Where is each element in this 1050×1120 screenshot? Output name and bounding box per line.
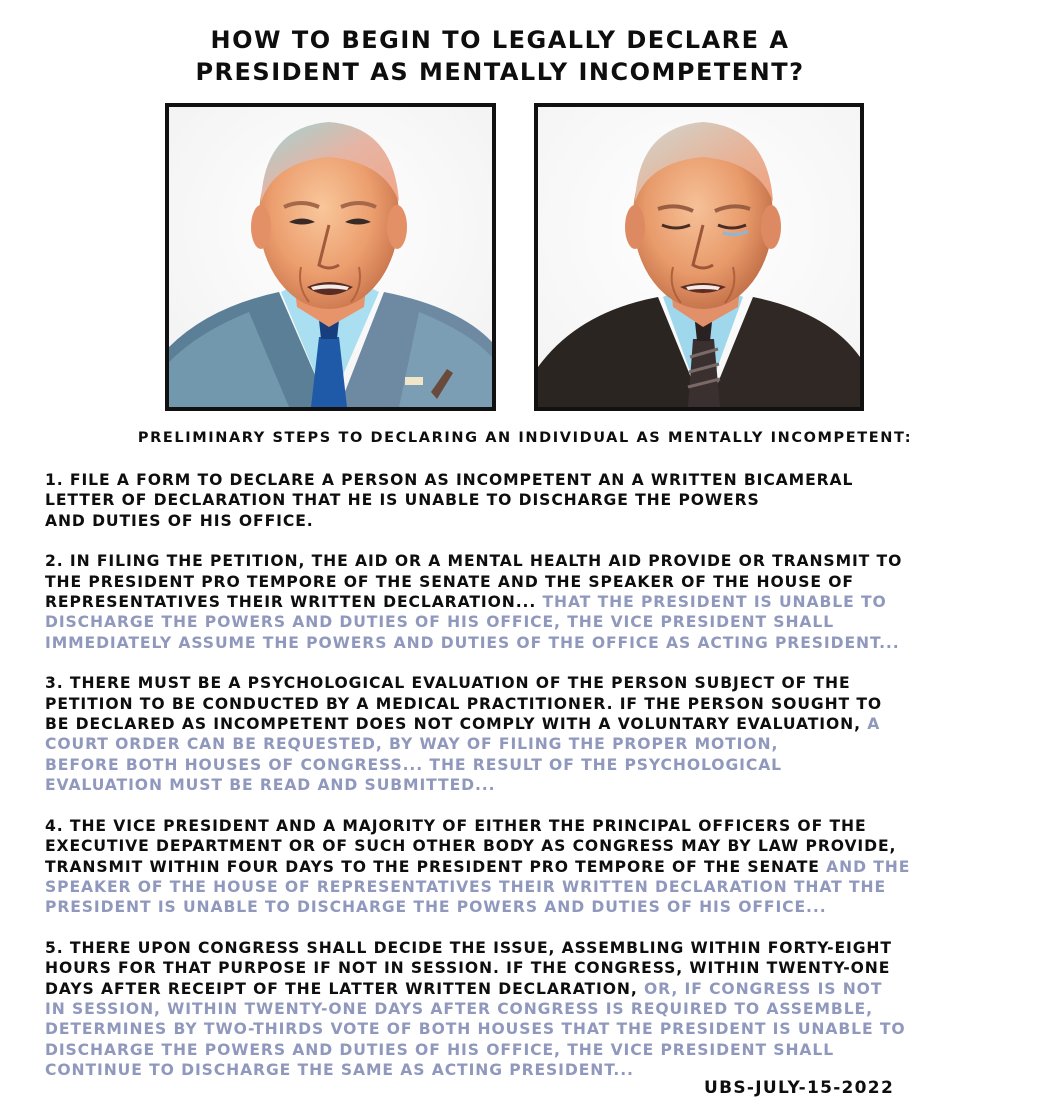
step-line [45, 999, 1030, 1019]
step-text-gray: OR, IF CONGRESS IS NOT [643, 979, 883, 998]
step-line [45, 511, 1030, 531]
step-text-gray: A [867, 715, 881, 734]
step-4 [45, 816, 1030, 918]
step-line [45, 938, 1030, 958]
step-text: 5. THERE UPON CONGRESS SHALL DECIDE THE ISSUE, ASSEMBLING WITHIN FORTY-EIGHT [45, 938, 892, 957]
step-line [45, 551, 1030, 571]
step-text: AND DUTIES OF HIS OFFICE. [45, 511, 314, 530]
step-text: LETTER OF DECLARATION THAT HE IS UNABLE TO DISCHARGE THE POWERS [45, 491, 760, 510]
step-text-gray: COURT ORDER CAN BE REQUESTED, BY WAY OF FILING THE PROPER MOTION, [45, 735, 779, 754]
step-line [45, 877, 1030, 897]
step-line [45, 836, 1030, 856]
step-text: TRANSMIT WITHIN FOUR DAYS TO THE PRESIDENT PRO TEMPORE OF THE SENATE [45, 857, 827, 876]
step-3 [45, 673, 1030, 795]
step-line [45, 816, 1030, 836]
step-text: 2. IN FILING THE PETITION, THE AID OR A MENTAL HEALTH AID PROVIDE OR TRANSMIT TO [45, 552, 903, 571]
step-text: DAYS AFTER RECEIPT OF THE LATTER WRITTEN DECLARATION, [45, 979, 644, 998]
step-text: 3. THERE MUST BE A PSYCHOLOGICAL EVALUATION OF THE PERSON SUBJECT OF THE [45, 674, 851, 693]
title-line-2: PRESIDENT AS MENTALLY INCOMPETENT? [195, 58, 805, 86]
step-line [45, 979, 1030, 999]
page-title [0, 24, 1000, 88]
step-text: BE DECLARED AS INCOMPETENT DOES NOT COMPLY WITH A VOLUNTARY EVALUATION, [45, 715, 868, 734]
step-text: HOURS FOR THAT PURPOSE IF NOT IN SESSION. IF THE CONGRESS, WITHIN TWENTY-ONE [45, 959, 891, 978]
step-line [45, 1019, 1030, 1039]
step-line [45, 755, 1030, 775]
step-line [45, 633, 1030, 653]
step-1 [45, 470, 1030, 531]
step-line [45, 897, 1030, 917]
step-text-gray: DETERMINES BY TWO-THIRDS VOTE OF BOTH HOUSES THAT THE PRESIDENT IS UNABLE TO [45, 1020, 906, 1039]
step-5 [45, 938, 1030, 1081]
step-line [45, 673, 1030, 693]
step-text-gray: EVALUATION MUST BE READ AND SUBMITTED... [45, 776, 496, 795]
step-text: 1. FILE A FORM TO DECLARE A PERSON AS INCOMPETENT AN A WRITTEN BICAMERAL [45, 471, 854, 489]
step-text: THE PRESIDENT PRO TEMPORE OF THE SENATE AND THE SPEAKER OF THE HOUSE OF [45, 572, 854, 591]
step-line [45, 572, 1030, 592]
step-text-gray: CONTINUE TO DISCHARGE THE SAME AS ACTING PRESIDENT... [45, 1061, 634, 1080]
step-text: REPRESENTATIVES THEIR WRITTEN DECLARATION... [45, 593, 543, 612]
step-line [45, 592, 1030, 612]
step-text: PETITION TO BE CONDUCTED BY A MEDICAL PRACTITIONER. IF THE PERSON SOUGHT TO [45, 694, 883, 713]
title-line-1: HOW TO BEGIN TO LEGALLY DECLARE A [210, 26, 790, 54]
step-2 [45, 551, 1030, 653]
portrait-eyes-closed-icon [534, 103, 864, 411]
step-text-gray: IN SESSION, WITHIN TWENTY-ONE DAYS AFTER CONGRESS IS REQUIRED TO ASSEMBLE, [45, 999, 873, 1018]
step-line [45, 694, 1030, 714]
step-text-gray: THAT THE PRESIDENT IS UNABLE TO [542, 593, 887, 612]
step-line [45, 857, 1030, 877]
step-line [45, 612, 1030, 632]
step-text-gray: PRESIDENT IS UNABLE TO DISCHARGE THE POWERS AND DUTIES OF HIS OFFICE... [45, 898, 827, 917]
subtitle: PRELIMINARY STEPS TO DECLARING AN INDIVIDUAL AS MENTALLY INCOMPETENT: [137, 430, 913, 446]
step-text-gray: BEFORE BOTH HOUSES OF CONGRESS... THE RESULT OF THE PSYCHOLOGICAL [45, 755, 782, 774]
step-line [45, 714, 1030, 734]
step-text-gray: DISCHARGE THE POWERS AND DUTIES OF HIS OFFICE, THE VICE PRESIDENT SHALL [45, 1040, 835, 1059]
step-line [45, 775, 1030, 795]
step-text-gray: DISCHARGE THE POWERS AND DUTIES OF HIS OFFICE, THE VICE PRESIDENT SHALL [45, 613, 835, 632]
signature: UBS-JULY-15-2022 [704, 1078, 895, 1098]
step-line [45, 1040, 1030, 1060]
step-text: EXECUTIVE DEPARTMENT OR OF SUCH OTHER BODY AS CONGRESS MAY BY LAW PROVIDE, [45, 837, 897, 856]
step-line [45, 958, 1030, 978]
step-line [45, 470, 1030, 490]
step-text-gray: IMMEDIATELY ASSUME THE POWERS AND DUTIES OF THE OFFICE AS ACTING PRESIDENT... [45, 633, 900, 652]
step-text: 4. THE VICE PRESIDENT AND A MAJORITY OF EITHER THE PRINCIPAL OFFICERS OF THE [45, 816, 867, 835]
step-text-gray: AND THE [826, 857, 911, 876]
step-line [45, 490, 1030, 510]
portrait-speaking-icon [165, 103, 496, 411]
steps-list [45, 470, 1030, 1101]
step-text-gray: SPEAKER OF THE HOUSE OF REPRESENTATIVES THEIR WRITTEN DECLARATION THAT THE [45, 877, 887, 896]
step-line [45, 734, 1030, 754]
